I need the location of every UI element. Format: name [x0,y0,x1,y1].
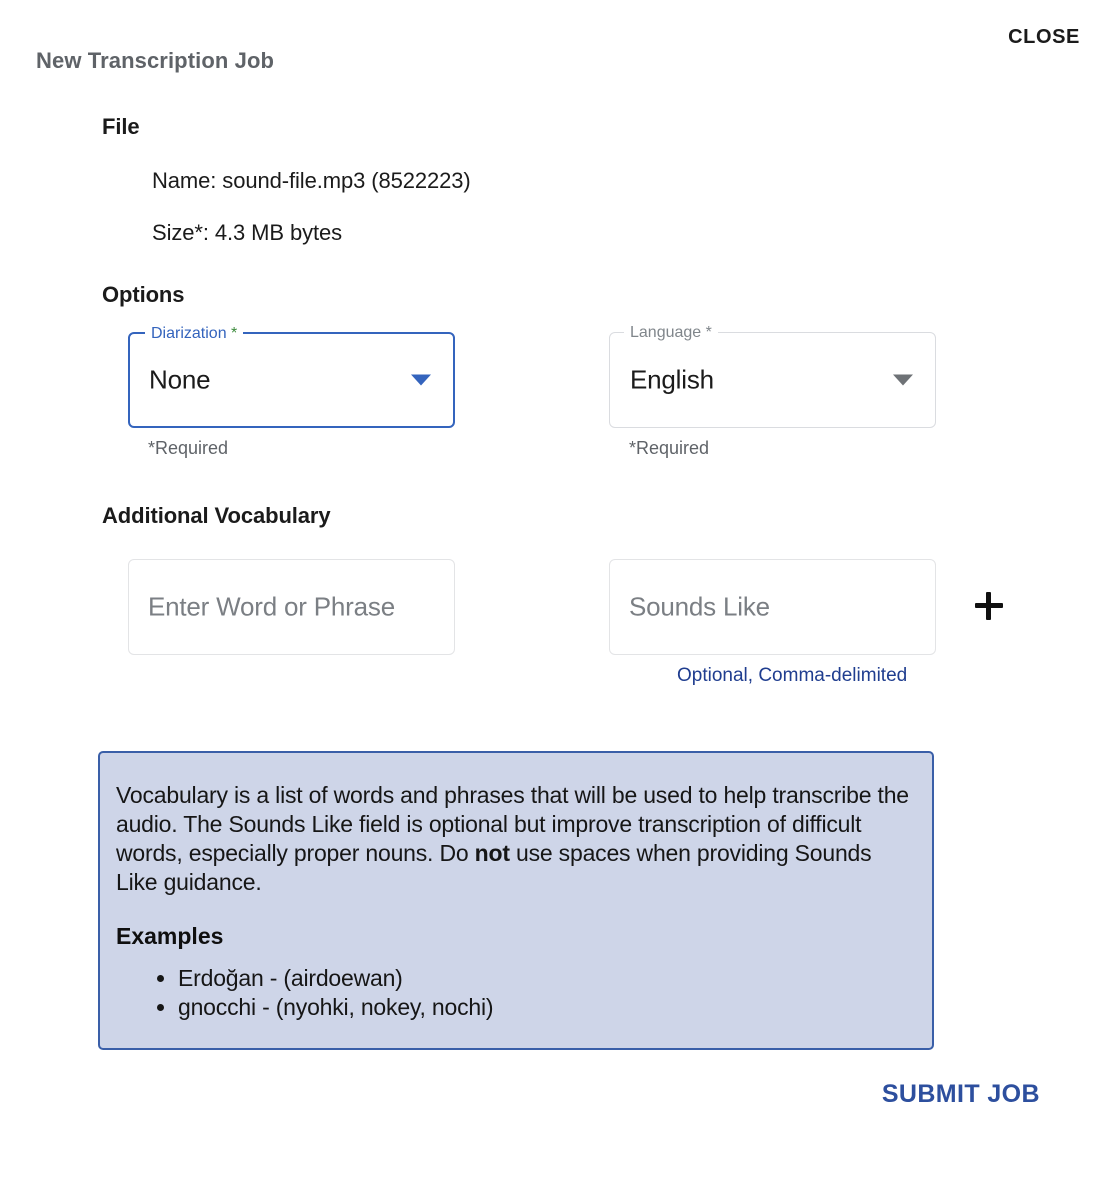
diarization-value: None [149,364,211,395]
language-value: English [630,364,714,395]
sounds-like-field[interactable] [609,559,936,655]
examples-heading: Examples [116,922,224,949]
chevron-down-icon [411,375,431,386]
options-fields-row [128,324,1082,459]
list-item: • Erdoğan - (airdoewan) [178,964,910,993]
vocabulary-row [128,559,1082,687]
dialog-footer [36,1074,1082,1115]
close-button[interactable]: CLOSE [1008,26,1080,48]
chevron-down-icon [893,375,913,386]
required-asterisk: * [231,325,238,342]
diarization-select[interactable] [128,325,455,428]
submit-job-button[interactable]: SUBMIT JOB [878,1074,1044,1115]
diarization-field-group [128,325,455,459]
required-asterisk: * [705,324,712,341]
list-item: • gnocchi - (nyohki, nokey, nochi) [178,993,910,1022]
sounds-like-helper-text: Optional, Comma-delimited [677,665,908,686]
word-or-phrase-field[interactable] [128,559,455,655]
info-panel-paragraph: Vocabulary is a list of words and phrases that will be used to help transcribe the audio. The Sounds Like field is optional but improve transcription of difficult words, especially proper nouns. Do not use spaces when providing Sounds Like guidance. [116,782,909,895]
dialog-body [0,114,1118,1115]
file-size-line: Size*: 4.3 MB bytes [152,220,343,245]
section-heading-options: Options [102,282,185,307]
page-title: New Transcription Job [36,48,275,73]
language-helper-text: *Required [629,438,710,458]
language-field-group [609,324,936,459]
language-label: Language * [624,323,718,342]
examples-list [116,964,910,1022]
dialog-header [0,0,1118,92]
word-or-phrase-group [128,559,455,655]
language-select[interactable] [609,324,936,428]
word-or-phrase-input[interactable] [148,592,440,623]
add-vocabulary-row-button[interactable] [964,581,1014,631]
vocabulary-info-panel [98,751,934,1050]
section-heading-file: File [102,114,140,139]
diarization-label: Diarization * [145,324,243,343]
file-name-line: Name: sound-file.mp3 (8522223) [152,168,471,193]
plus-icon-vertical [986,592,991,620]
sounds-like-input[interactable] [629,592,921,623]
diarization-helper-text: *Required [148,438,229,458]
sounds-like-group [609,559,936,687]
section-heading-additional-vocabulary: Additional Vocabulary [102,503,331,528]
